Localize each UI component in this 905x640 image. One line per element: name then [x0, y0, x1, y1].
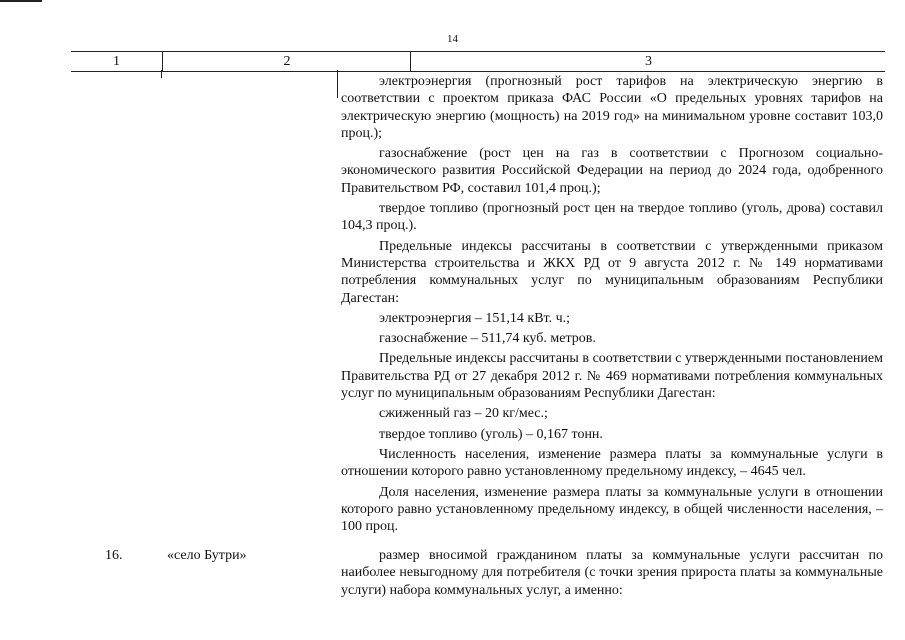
column-header-1: 1 — [113, 54, 120, 69]
page-number: 14 — [447, 33, 458, 45]
column-header-3: 3 — [410, 52, 886, 71]
norm-electricity: электроэнергия – 151,14 кВт. ч.; — [379, 310, 571, 326]
column-divider-left-stub — [161, 70, 162, 78]
paragraph-electricity-tariff: электроэнергия (прогнозный рост тарифов на электрическую энергию в соответствии с проектом приказа ФАС России «О предельных уровнях тарифов на электрическую энергию (мощность) на 2019 год» на минимальном уровне составит 103,0 проц.); — [341, 74, 883, 141]
paragraph-indices-decree-469: Предельные индексы рассчитаны в соответствии с утвержденными постановлением Правительства РД от 27 декабря 2012 г. № 469 нормативами потребления коммунальных услуг по муниципальным образованиям Республики Дагестан: — [341, 351, 883, 402]
scan-edge-mark — [0, 0, 42, 2]
paragraph-population-count: Численность населения, изменение размера платы за коммунальные услуги в отношении которого равно установленному предельному индексу, – 4645 чел. — [341, 446, 883, 480]
table-header-row — [71, 51, 885, 72]
municipality-name: «село Бутри» — [167, 548, 247, 563]
row-number: 16. — [105, 548, 123, 563]
paragraph-gas-supply: газоснабжение (рост цен на газ в соответствии с Прогнозом социально-экономического развития Российской Федерации на период до 2024 года, одобренного Правительством РФ, составил 101,4 проц.); — [341, 146, 883, 196]
column-3-content — [341, 73, 883, 538]
row-16-paragraph: размер вносимой гражданином платы за коммунальные услуги рассчитан по наиболее невыгодному для потребителя (с точки зрения прироста платы за коммунальные услуги) набора коммунальных услуг, а именно: — [341, 548, 883, 598]
column-header-2: 2 — [162, 52, 411, 71]
paragraph-solid-fuel: твердое топливо (прогнозный рост цен на твердое топливо (уголь, дрова) составил 104,3 проц.). — [341, 201, 883, 234]
paragraph-population-share: Доля населения, изменение размера платы за коммунальные услуги в отношении которого равно установленному предельному индексу, в общей численности населения, – 100 проц. — [341, 484, 883, 535]
row-16-text — [341, 547, 883, 599]
norm-gas: газоснабжение – 511,74 куб. метров. — [379, 331, 596, 347]
paragraph-indices-order-149: Предельные индексы рассчитаны в соответствии с утвержденными приказом Министерства строительства и ЖКХ РД от 9 августа 2012 г. № 149 нормативами потребления коммунальных услуг по муниципальным образованиям Республики Дагестан: — [341, 238, 883, 306]
norm-liquefied-gas: сжиженный газ – 20 кг/мес.; — [379, 406, 548, 422]
norm-solid-fuel: твердое топливо (уголь) – 0,167 тонн. — [379, 426, 603, 442]
column-divider-right-stub — [337, 70, 338, 98]
